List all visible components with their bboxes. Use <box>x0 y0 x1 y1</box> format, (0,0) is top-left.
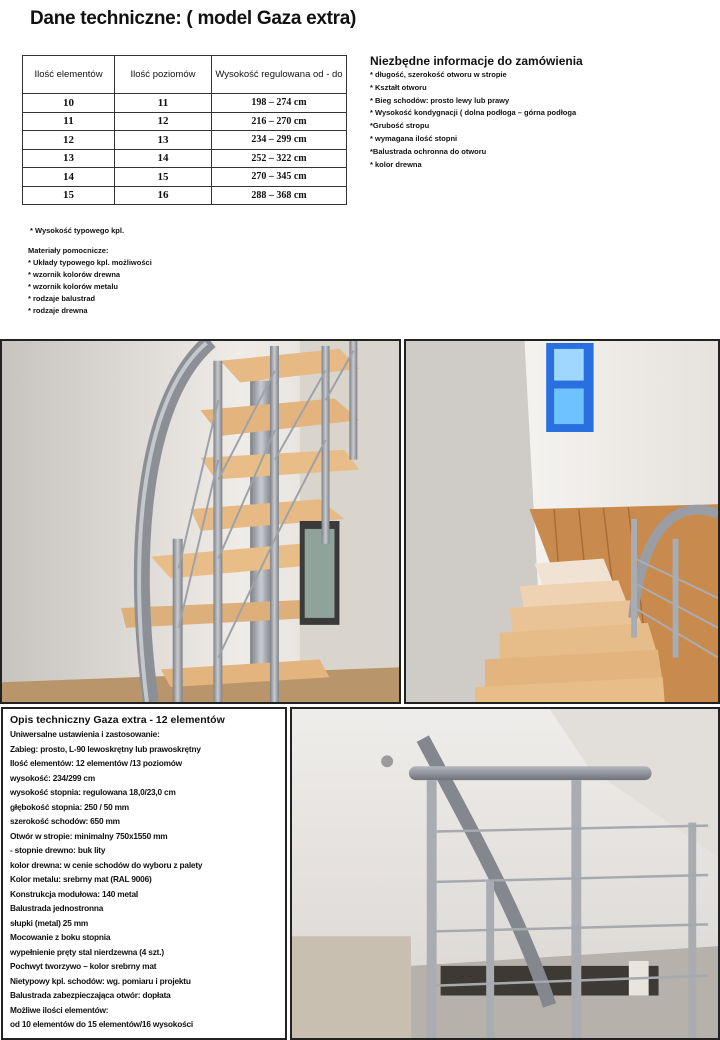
list-item: wysokość: 234/299 cm <box>10 772 96 783</box>
order-info-title: Niezbędne informacje do zamówienia <box>370 54 583 68</box>
list-item: * rodzaje drewna <box>28 306 88 315</box>
list-item: * wzornik kolorów metalu <box>28 282 119 291</box>
balustrade-illustration <box>292 709 718 1038</box>
materials-list <box>28 257 152 317</box>
list-item: Możliwe ilości elementów: <box>10 1004 109 1015</box>
description-title: Opis techniczny Gaza extra - 12 elementów <box>10 714 225 726</box>
list-item: Mocowanie z boku stopnia <box>10 932 111 942</box>
cell-height: 216 – 270 cm <box>212 112 347 131</box>
list-item: * kolor drewna <box>370 159 422 169</box>
list-item: *Grubość stropu <box>370 121 430 131</box>
list-item: Zabieg: prosto, L-90 lewoskrętny lub prawoskrętny <box>10 743 201 754</box>
table-row <box>23 131 347 150</box>
cell-elements: 10 <box>23 94 115 113</box>
description-list <box>10 727 278 1032</box>
cell-height: 234 – 299 cm <box>212 131 347 150</box>
list-item: * Bieg schodów: prosto lewy lub prawy <box>370 95 510 105</box>
header-elements: Ilość elementów <box>23 56 115 94</box>
cell-height: 270 – 345 cm <box>212 168 347 187</box>
header-height: Wysokość regulowana od - do <box>212 56 347 94</box>
list-item: od 10 elementów do 15 elementów/16 wysokości <box>10 1019 194 1029</box>
technical-description <box>1 707 287 1040</box>
materials <box>28 245 152 317</box>
stairwell-illustration <box>406 341 718 702</box>
table-row <box>23 149 347 168</box>
stair-photo-stairwell <box>404 339 720 704</box>
cell-elements: 15 <box>23 186 115 205</box>
cell-levels: 14 <box>115 149 212 168</box>
cell-levels: 12 <box>115 112 212 131</box>
list-item: Otwór w stropie: minimalny 750x1550 mm <box>10 830 168 841</box>
list-item: * Kształt otworu <box>370 82 427 92</box>
materials-title: Materiały pomocnicze: <box>28 246 109 255</box>
list-item: Kolor metalu: srebrny mat (RAL 9006) <box>10 874 152 884</box>
table-row <box>23 186 347 205</box>
list-item: Konstrukcja modułowa: 140 metal <box>10 888 138 899</box>
cell-height: 288 – 368 cm <box>212 186 347 205</box>
list-item: * długość, szerokość otworu w stropie <box>370 70 507 79</box>
list-item: * Wysokość kondygnacji ( dolna podłoga – górna podłoga <box>370 108 577 118</box>
list-item: Balustrada jednostronna <box>10 903 104 913</box>
cell-levels: 11 <box>115 94 212 113</box>
stair-photo-balustrade <box>290 707 720 1040</box>
spiral-stair-illustration <box>2 341 399 702</box>
table-header-row <box>23 56 347 94</box>
cell-elements: 13 <box>23 149 115 168</box>
table-row <box>23 94 347 113</box>
list-item: * wymagana ilość stopni <box>370 133 458 143</box>
list-item: * wzornik kolorów drewna <box>28 270 121 279</box>
list-item: * Układy typowego kpl. możliwości <box>28 258 152 267</box>
list-item: wypełnienie pręty stal nierdzewna (4 szt.) <box>10 946 164 957</box>
header-levels: Ilość poziomów <box>115 56 212 94</box>
list-item: Uniwersalne ustawienia i zastosowanie: <box>10 729 160 739</box>
list-item: Ilość elementów: 12 elementów /13 poziomów <box>10 758 182 768</box>
list-item: szerokość schodów: 650 mm <box>10 816 120 826</box>
list-item: słupki (metal) 25 mm <box>10 917 89 928</box>
list-item: głębokość stopnia: 250 / 50 mm <box>10 801 129 812</box>
height-note: * Wysokość typowego kpl. <box>30 226 125 235</box>
order-info-list <box>370 69 710 171</box>
cell-levels: 15 <box>115 168 212 187</box>
list-item: - stopnie drewno: buk lity <box>10 845 106 855</box>
stair-photo-spiral <box>0 339 401 704</box>
list-item: Nietypowy kpl. schodów: wg. pomiaru i projektu <box>10 975 191 986</box>
list-item: * rodzaje balustrad <box>28 294 96 303</box>
list-item: Pochwyt tworzywo – kolor srebrny mat <box>10 961 157 971</box>
table-row <box>23 112 347 131</box>
cell-levels: 16 <box>115 186 212 205</box>
list-item: kolor drewna: w cenie schodów do wyboru z palety <box>10 859 203 870</box>
cell-elements: 12 <box>23 131 115 150</box>
cell-levels: 13 <box>115 131 212 150</box>
order-info <box>370 54 710 171</box>
table-row <box>23 168 347 187</box>
list-item: wysokość stopnia: regulowana 18,0/23,0 cm <box>10 787 176 797</box>
list-item: Balustrada zabezpieczająca otwór: dopłata <box>10 990 171 1000</box>
spec-table <box>22 55 347 205</box>
list-item: *Balustrada ochronna do otworu <box>370 146 487 156</box>
page-title: Dane techniczne: ( model Gaza extra) <box>30 8 357 29</box>
cell-elements: 14 <box>23 168 115 187</box>
cell-elements: 11 <box>23 112 115 131</box>
cell-height: 198 – 274 cm <box>212 94 347 113</box>
cell-height: 252 – 322 cm <box>212 149 347 168</box>
